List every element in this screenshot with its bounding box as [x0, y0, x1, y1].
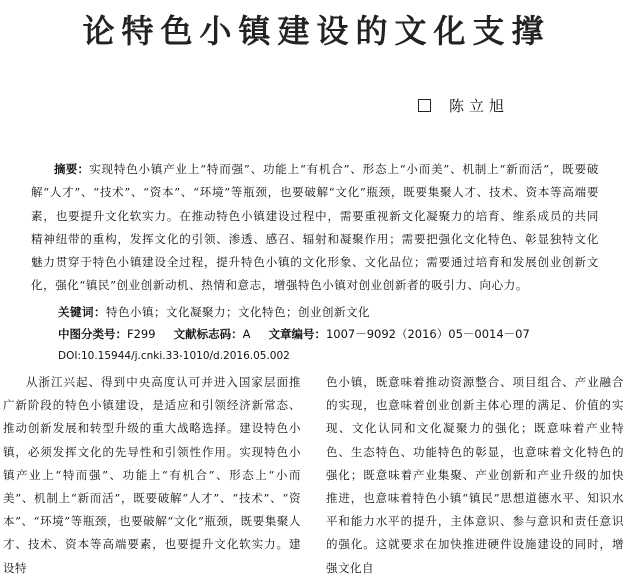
- author-name: 陈立旭: [449, 97, 510, 115]
- clc-field: [58, 324, 156, 344]
- doc-code-value: A: [242, 327, 251, 341]
- body-left-column: 从浙江兴起、得到中央高度认可并进入国家层面推广新阶段的特色小镇建设，是适应和引领经济新常态、推动创新发展和转型升级的重大战略选择。建设特色小镇，必须发挥文化的先导性和引领性作用。实现特色小镇产业上“特而强”、功能上“有机合”、形态上“小而美”、机制上“新而活”，既要破解“人才”、“技术”、“资本”、“环境”等瓶颈，也要破解“文化”瓶颈，既要集聚人才、技术、资本等高端要素，也要提升文化软实力。建设特: [3, 375, 301, 575]
- keywords-label: 关键词：: [58, 305, 106, 319]
- author-line: [418, 95, 509, 116]
- abstract: [31, 158, 599, 298]
- abstract-text: 实现特色小镇产业上“特而强”、功能上“有机合”、形态上“小而美”、机制上“新而活”，既要破解“人才”、“技术”、“资本”、“环境”等瓶颈，也要破解“文化”瓶颈，既要集聚人才、技术、资本等高端要素，也要提升文化软实力。在推动特色小镇建设过程中，需要重视新文化凝聚力的培育、维系成员的共同精神纽带的重构，发挥文化的引领、渗透、感召、辐射和凝聚作用；需要把强化文化特色、彰显独特文化魅力贯穿于特色小镇建设全过程，提升特色小镇的文化形象、文化品位；需要通过培育和发展创业创新文化，强化“镇民”创业创新动机、热情和意志，增强特色小镇对创业创新者的吸引力、向心力。: [31, 162, 600, 293]
- square-icon: [418, 99, 431, 112]
- article-no-label: 文章编号：: [268, 327, 326, 341]
- body-right-column: 色小镇，既意味着推动资源整合、项目组合、产业融合的实现，也意味着创业创新主体心理的满足、价值的实现、文化认同和文化凝聚力的强化；既意味着产业特色、生态特色、功能特色的彰显，也意味着文化特色的强化；既意味着产业集聚、产业创新和产业升级的加快推进，也意味着特色小镇“镇民”思想道德水平、知识水平和能力水平的提升，主体意识、参与意识和责任意识的强化。这就要求在加快推进硬件设施建设的同时，增强文化自: [326, 375, 624, 575]
- doi: DOI:10.15944/j.cnki.33-1010/d.2016.05.002: [58, 350, 290, 362]
- keywords: [58, 302, 370, 322]
- doc-code-field: [174, 324, 251, 344]
- keywords-text: 特色小镇；文化凝聚力；文化特色；创业创新文化: [106, 305, 370, 319]
- article-no-field: [268, 324, 529, 344]
- article-no-value: 1007－9092（2016）05－0014－07: [325, 327, 530, 341]
- clc-value: F299: [127, 327, 156, 341]
- classification-line: [58, 324, 530, 344]
- paper-title: 论特色小镇建设的文化支撑: [82, 12, 551, 50]
- abstract-label: 摘要：: [54, 162, 90, 176]
- clc-label: 中图分类号：: [58, 327, 127, 341]
- doc-code-label: 文献标志码：: [173, 327, 243, 341]
